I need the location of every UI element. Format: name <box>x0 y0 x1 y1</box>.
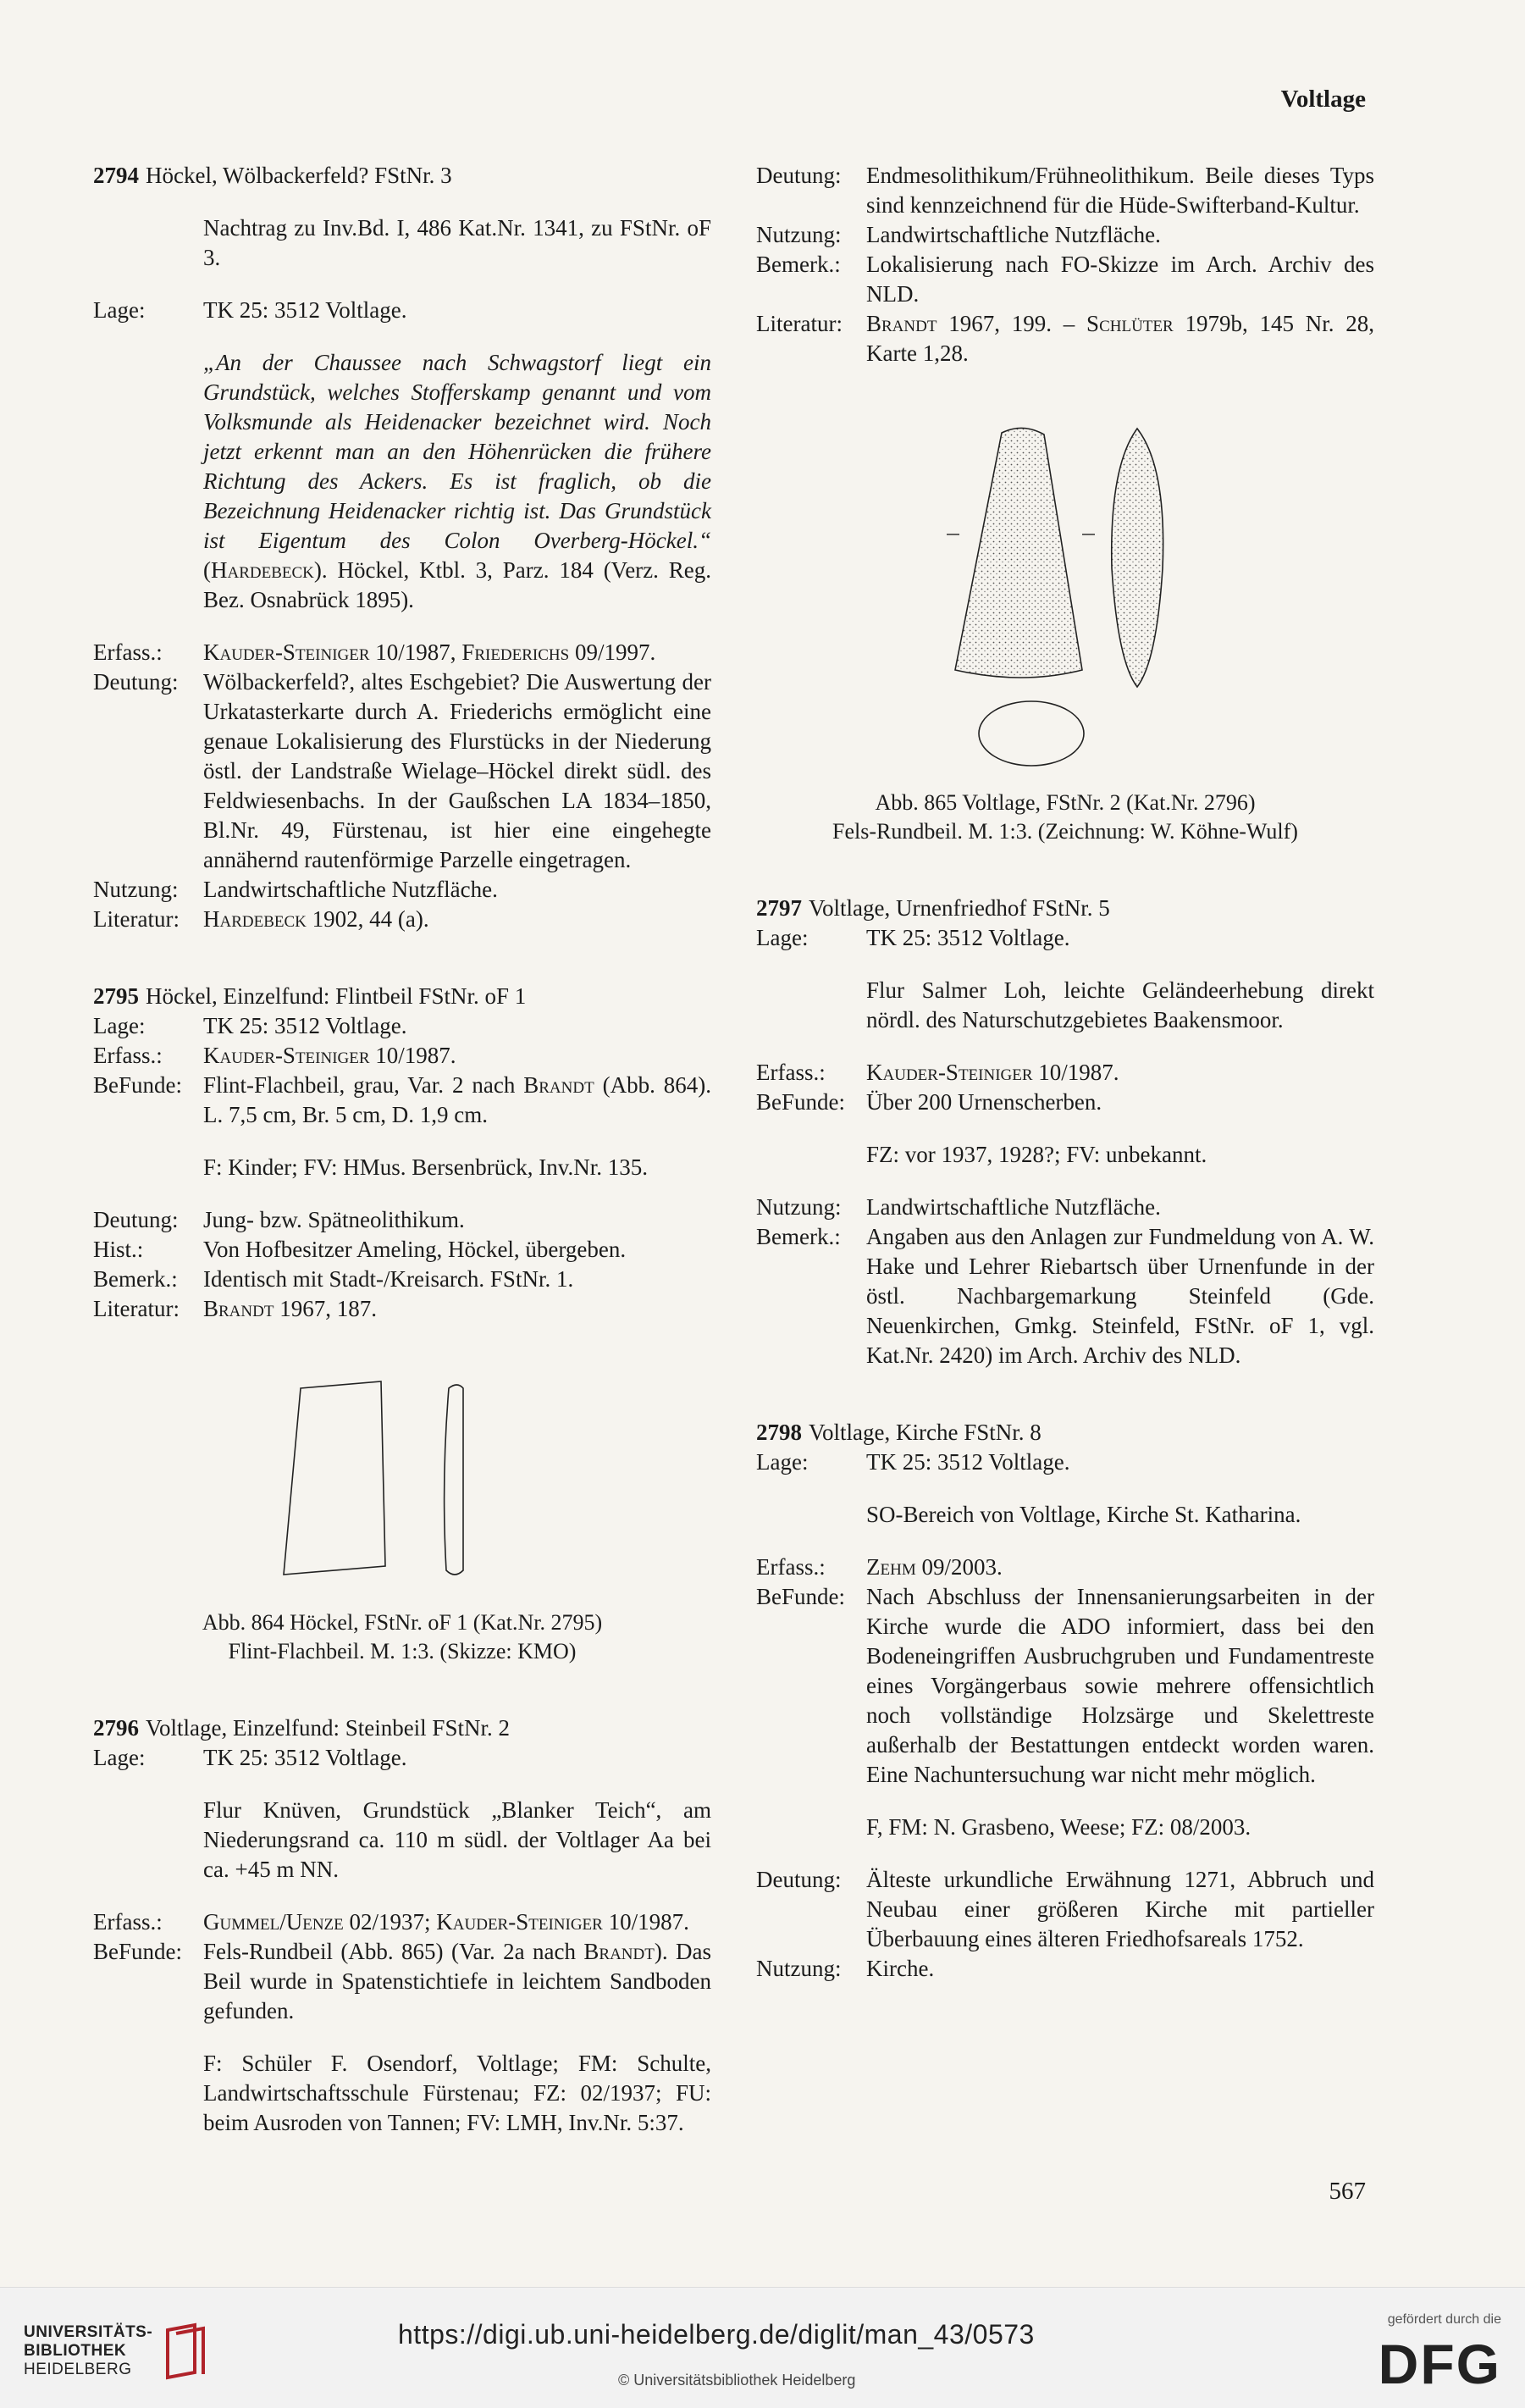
figure-864 <box>93 1371 711 1666</box>
citation-text: 1967, 187. <box>274 1296 377 1321</box>
entry-heading <box>93 161 711 191</box>
field-deutung <box>756 161 1374 220</box>
field-befunde <box>756 1088 1374 1117</box>
field-value: Identisch mit Stadt-/Kreisarch. FStNr. 1. <box>203 1266 574 1292</box>
figure-caption: Flint-Flachbeil. M. 1:3. (Skizze: KMO) <box>228 1639 577 1663</box>
field-label: Deutung: <box>756 163 842 188</box>
field-value: Älteste urkundliche Erwähnung 1271, Abbruch und Neubau einer größeren Kirche mit partieller Überbauung eines älteren Friedhofsareals 1752. <box>866 1867 1374 1951</box>
field-label: Literatur: <box>93 906 180 932</box>
field-lage <box>756 923 1374 953</box>
field-value: Wölbackerfeld?, altes Eschgebiet? Die Auswertung der Urkatasterkarte durch A. Friederichs ermöglicht eine genaue Lokalisierung des Flurstücks in der Niederung östl. der Landstraße Wielage–Höckel direkt südl. des Feldwiesenbachs. In der Gaußschen LA 1834–1850, Bl.Nr. 49, Fürstenau, ist hier eine eingehegte annähernd rautenförmige Parzelle eingetragen. <box>203 669 711 872</box>
date-text: 09/1997. <box>569 639 656 665</box>
flint-axe-drawing <box>267 1371 538 1600</box>
library-emblem-icon <box>161 2322 212 2381</box>
field-label: Bemerk.: <box>93 1266 178 1292</box>
field-label: Erfass.: <box>93 1043 163 1068</box>
field-label: Erfass.: <box>93 1909 163 1935</box>
field-value: TK 25: 3512 Voltlage. <box>866 925 1070 950</box>
entry-number: 2795 <box>93 983 139 1009</box>
figure-865 <box>756 416 1374 846</box>
entry-title: Höckel, Wölbackerfeld? FStNr. 3 <box>146 163 452 188</box>
befunde-text: Flint-Flachbeil, grau, Var. 2 nach <box>203 1072 524 1098</box>
field-erfass <box>93 638 711 667</box>
entry-heading <box>93 1713 711 1743</box>
field-nutzung <box>756 220 1374 250</box>
catalog-entry-2797 <box>756 894 1374 1370</box>
funding-note: gefördert durch die <box>1387 2312 1501 2327</box>
field-lage <box>93 1011 711 1041</box>
entry-heading <box>756 894 1374 923</box>
field-bemerk <box>756 1222 1374 1370</box>
field-value <box>866 1058 1374 1088</box>
author-name: Hardebeck <box>211 557 314 583</box>
field-value: Angaben aus den Anlagen zur Fundmeldung von A. W. Hake und Lehrer Riebartsch über Urnenfunde in der östl. Nachbargemarkung Steinfeld (Gde. Neuenkirchen, Gmkg. Steinfeld, FStNr. oF 1, vgl. Kat.Nr. 2420) im Arch. Archiv des NLD. <box>866 1224 1374 1368</box>
befunde-text: (Abb. 864). L. 7,5 cm, Br. 5 cm, D. 1,9 cm. <box>203 1072 711 1127</box>
entry-nachtrag: Nachtrag zu Inv.Bd. I, 486 Kat.Nr. 1341, zu FStNr. oF 3. <box>203 215 711 270</box>
location-detail: SO-Bereich von Voltlage, Kirche St. Katharina. <box>866 1502 1301 1527</box>
figure-caption: Abb. 864 Höckel, FStNr. oF 1 (Kat.Nr. 2795) <box>202 1610 603 1635</box>
author-name: Kauder-Steiniger <box>203 639 370 665</box>
library-name-line: BIBLIOTHEK <box>24 2342 127 2360</box>
field-label: Lage: <box>93 297 146 323</box>
field-label: Nutzung: <box>756 1956 842 1981</box>
date-text: 02/1937; <box>343 1909 437 1935</box>
library-logo[interactable] <box>24 2322 212 2381</box>
author-name: Kauder-Steiniger <box>203 1043 370 1068</box>
field-value <box>203 638 711 667</box>
author-name: Kauder-Steiniger <box>436 1909 603 1935</box>
field-befunde <box>93 1937 711 2026</box>
field-erfass <box>93 1907 711 1937</box>
catalog-entry-2795 <box>93 982 711 1324</box>
date-text: 10/1987. <box>602 1909 689 1935</box>
stone-axe-drawing <box>921 416 1209 780</box>
field-label: Bemerk.: <box>756 252 841 277</box>
field-literatur <box>756 309 1374 368</box>
field-lage <box>93 1743 711 1773</box>
field-value: Landwirtschaftliche Nutzfläche. <box>866 222 1161 247</box>
library-name-line: HEIDELBERG <box>24 2361 132 2378</box>
field-lage <box>93 296 711 325</box>
date-text: 10/1987. <box>369 1043 456 1068</box>
entry-number: 2798 <box>756 1420 802 1445</box>
author-name: Kauder-Steiniger <box>866 1060 1033 1085</box>
field-value <box>866 1553 1374 1582</box>
left-column <box>93 161 711 2185</box>
find-details: F, FM: N. Grasbeno, Weese; FZ: 08/2003. <box>866 1814 1251 1840</box>
field-value <box>203 1071 711 1130</box>
field-label: Literatur: <box>756 311 843 336</box>
field-value: TK 25: 3512 Voltlage. <box>203 297 407 323</box>
field-value: TK 25: 3512 Voltlage. <box>203 1745 407 1770</box>
entry-number: 2794 <box>93 163 139 188</box>
field-deutung <box>756 1865 1374 1954</box>
field-label: Literatur: <box>93 1296 180 1321</box>
field-value: TK 25: 3512 Voltlage. <box>866 1449 1070 1475</box>
find-details: F: Schüler F. Osendorf, Voltlage; FM: Schulte, Landwirtschaftsschule Fürstenau; FZ: 02/1937; FU: beim Ausroden von Tannen; FV: LMH, Inv.Nr. 5:37. <box>203 2051 711 2135</box>
catalog-entry-2796-continued <box>756 161 1374 368</box>
field-value: Lokalisierung nach FO-Skizze im Arch. Archiv des NLD. <box>866 252 1374 307</box>
field-label: Erfass.: <box>93 639 163 665</box>
field-label: Lage: <box>756 1449 809 1475</box>
author-name: Hardebeck <box>203 906 307 932</box>
field-label: Nutzung: <box>756 222 842 247</box>
field-hist <box>93 1235 711 1265</box>
dfg-logo[interactable] <box>1379 2305 1501 2394</box>
field-label: Bemerk.: <box>756 1224 841 1249</box>
field-value <box>203 1294 711 1324</box>
author-name: Brandt <box>866 311 937 336</box>
field-label: Erfass.: <box>756 1060 826 1085</box>
right-column <box>756 161 1374 2031</box>
running-head: Voltlage <box>1280 86 1366 113</box>
field-value: Endmesolithikum/Frühneolithikum. Beile dieses Typs sind kennzeichnend für die Hüde-Swifterband-Kultur. <box>866 163 1374 218</box>
figure-caption: Fels-Rundbeil. M. 1:3. (Zeichnung: W. Köhne-Wulf) <box>832 819 1298 844</box>
location-detail: Flur Salmer Loh, leichte Geländeerhebung direkt nördl. des Naturschutzgebietes Baakensmoor. <box>866 977 1374 1032</box>
date-text: 09/2003. <box>915 1554 1003 1580</box>
field-label: Hist.: <box>93 1237 144 1262</box>
catalog-entry-2796 <box>93 1713 711 2138</box>
field-label: Lage: <box>756 925 809 950</box>
field-label: BeFunde: <box>93 1072 182 1098</box>
field-value: Jung- bzw. Spätneolithikum. <box>203 1207 465 1232</box>
library-name <box>24 2323 152 2379</box>
field-value: Kirche. <box>866 1956 935 1981</box>
field-value: TK 25: 3512 Voltlage. <box>203 1013 407 1038</box>
field-label: Deutung: <box>93 669 179 695</box>
field-value <box>203 905 711 934</box>
author-name: Gummel/Uenze <box>203 1909 344 1935</box>
author-name: Friederichs <box>461 639 570 665</box>
entry-title: Voltlage, Urnenfriedhof FStNr. 5 <box>809 895 1110 921</box>
field-deutung <box>93 667 711 875</box>
date-text: 10/1987. <box>1032 1060 1119 1085</box>
entry-number: 2796 <box>93 1715 139 1741</box>
field-nutzung <box>756 1954 1374 1984</box>
entry-title: Höckel, Einzelfund: Flintbeil FStNr. oF 1 <box>146 983 527 1009</box>
citation-text: 1967, 199. – <box>937 311 1087 336</box>
field-erfass <box>93 1041 711 1071</box>
digitization-footer <box>0 2287 1525 2408</box>
author-name: Brandt <box>583 1939 655 1964</box>
field-erfass <box>756 1058 1374 1088</box>
field-value: Nach Abschluss der Innensanierungsarbeiten in der Kirche wurde die ADO informiert, dass bei den Bodeneingriffen Ausbruchgruben und Fundamentreste eines Vorgängerbaus sowie mehrere offensichtlich noch vollständige Holzsärge und Skelettreste außerhalb der Bestattungen entdeckt worden waren. Eine Nachuntersuchung war nicht mehr möglich. <box>866 1584 1374 1787</box>
author-name: Schlüter <box>1086 311 1174 336</box>
funder-name: DFG <box>1378 2333 1501 2395</box>
entry-heading <box>756 1418 1374 1448</box>
entry-title: Voltlage, Einzelfund: Steinbeil FStNr. 2 <box>146 1715 510 1741</box>
page-number: 567 <box>1329 2178 1366 2205</box>
find-details: F: Kinder; FV: HMus. Bersenbrück, Inv.Nr. 135. <box>203 1154 648 1180</box>
field-value: Landwirtschaftliche Nutzfläche. <box>203 877 498 902</box>
field-value <box>866 309 1374 368</box>
field-label: BeFunde: <box>756 1089 845 1115</box>
find-details: FZ: vor 1937, 1928?; FV: unbekannt. <box>866 1142 1207 1167</box>
field-label: Lage: <box>93 1013 146 1038</box>
field-value: Über 200 Urnenscherben. <box>866 1089 1102 1115</box>
entry-quote <box>203 348 711 615</box>
field-label: BeFunde: <box>93 1939 182 1964</box>
field-value: Von Hofbesitzer Ameling, Höckel, übergeben. <box>203 1237 627 1262</box>
author-name: Brandt <box>203 1296 274 1321</box>
library-name-line: UNIVERSITÄTS- <box>24 2323 153 2341</box>
field-value <box>203 1907 711 1937</box>
author-name: Brandt <box>523 1072 594 1098</box>
catalog-entry-2798 <box>756 1418 1374 1984</box>
field-nutzung <box>756 1193 1374 1222</box>
field-label: Erfass.: <box>756 1554 826 1580</box>
entry-heading <box>93 982 711 1011</box>
permalink-url[interactable]: https://digi.ub.uni-heidelberg.de/diglit/man_43/0573 <box>398 2319 1035 2350</box>
entry-number: 2797 <box>756 895 802 921</box>
field-value <box>203 1937 711 2026</box>
field-label: Lage: <box>93 1745 146 1770</box>
field-literatur <box>93 1294 711 1324</box>
field-lage <box>756 1448 1374 1477</box>
field-label: Nutzung: <box>756 1194 842 1220</box>
field-deutung <box>93 1205 711 1235</box>
befunde-text: ). Das Beil wurde in Spatenstichtiefe in leichtem Sandboden gefunden. <box>203 1939 711 2023</box>
field-label: Deutung: <box>756 1867 842 1892</box>
entry-title: Voltlage, Kirche FStNr. 8 <box>809 1420 1042 1445</box>
quote-source: ). Höckel, Ktbl. 3, Parz. 184 (Verz. Reg. Bez. Osnabrück 1895). <box>203 557 711 612</box>
field-befunde <box>756 1582 1374 1790</box>
befunde-text: Fels-Rundbeil (Abb. 865) (Var. 2a nach <box>203 1939 584 1964</box>
quote-source: ( <box>203 557 211 583</box>
field-label: Deutung: <box>93 1207 179 1232</box>
catalog-entry-2794 <box>93 161 711 934</box>
citation-text: 1902, 44 (a). <box>306 906 429 932</box>
field-bemerk <box>756 250 1374 309</box>
field-label: BeFunde: <box>756 1584 845 1609</box>
field-befunde <box>93 1071 711 1130</box>
field-nutzung <box>93 875 711 905</box>
field-literatur <box>93 905 711 934</box>
author-name: Zehm <box>866 1554 916 1580</box>
copyright-notice: © Universitätsbibliothek Heidelberg <box>618 2372 856 2389</box>
field-value <box>203 1041 711 1071</box>
location-detail: Flur Knüven, Grundstück „Blanker Teich“, am Niederungsrand ca. 110 m südl. der Voltlager Aa bei ca. +45 m NN. <box>203 1797 711 1882</box>
date-text: 10/1987, <box>369 639 462 665</box>
figure-caption: Abb. 865 Voltlage, FStNr. 2 (Kat.Nr. 2796) <box>875 790 1256 815</box>
quote-text: „An der Chaussee nach Schwagstorf liegt ein Grundstück, welches Stofferskamp genannt und vom Volksmunde als Heidenacker bezeichnet wird. Noch jetzt erkennt man an den Höhenrücken die frühere Richtung des Ackers. Es ist fraglich, ob die Bezeichnung Heidenacker richtig ist. Das Grundstück ist Eigentum des Colon Overberg-Höckel.“ <box>203 350 711 553</box>
field-label: Nutzung: <box>93 877 179 902</box>
field-erfass <box>756 1553 1374 1582</box>
field-value: Landwirtschaftliche Nutzfläche. <box>866 1194 1161 1220</box>
field-bemerk <box>93 1265 711 1294</box>
citation-text: 1979b, 145 Nr. 28, Karte 1,28. <box>866 311 1375 366</box>
